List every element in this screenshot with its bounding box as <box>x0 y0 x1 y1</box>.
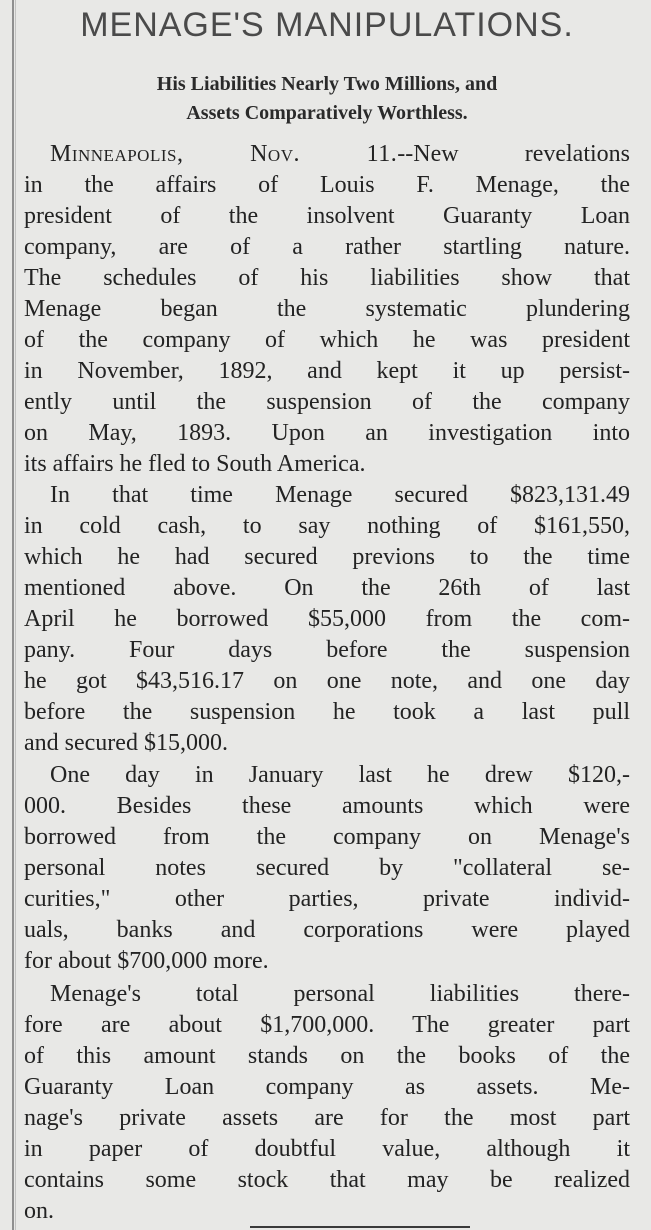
paragraph-line: nage's private assets are for the most part <box>24 1105 630 1131</box>
paragraph-line: pany. Four days before the suspension <box>24 637 630 663</box>
headline: MENAGE'S MANIPULATIONS. <box>80 6 574 44</box>
paragraph-line: company, are of a rather startling nature. <box>24 234 630 260</box>
paragraph-line: One day in January last he drew $120,- <box>50 762 630 788</box>
subheadline-line: Assets Comparatively Worthless. <box>186 102 468 124</box>
paragraph-line: he got $43,516.17 on one note, and one day <box>24 668 630 694</box>
paragraph-line: on May, 1893. Upon an investigation into <box>24 420 630 446</box>
paragraph-line: in November, 1892, and kept it up persist- <box>24 358 630 384</box>
paragraph-line: Guaranty Loan company as assets. Me- <box>24 1074 630 1100</box>
paragraph-line: curities," other parties, private individ- <box>24 886 630 912</box>
paragraph-line: president of the insolvent Guaranty Loan <box>24 203 630 229</box>
column-rule <box>12 0 14 1230</box>
paragraph-line-text: --New revelations <box>397 141 630 167</box>
paragraph-line: In that time Menage secured $823,131.49 <box>50 482 630 508</box>
paragraph-line: in cold cash, to say nothing of $161,550, <box>24 513 630 539</box>
paragraph-line: Menage began the systematic plundering <box>24 296 630 322</box>
paragraph-line: on. <box>24 1198 54 1224</box>
column-rule-shadow <box>15 0 16 1230</box>
paragraph-line: which he had secured previons to the time <box>24 544 630 570</box>
paragraph-line: in the affairs of Louis F. Menage, the <box>24 172 630 198</box>
paragraph-line: uals, banks and corporations were played <box>24 917 630 943</box>
paragraph-line: 000. Besides these amounts which were <box>24 793 630 819</box>
paragraph-line: and secured $15,000. <box>24 730 228 756</box>
paragraph-line: The schedules of his liabilities show that <box>24 265 630 291</box>
paragraph-line: before the suspension he took a last pull <box>24 699 630 725</box>
paragraph-line: its affairs he fled to South America. <box>24 451 366 477</box>
paragraph-line: Menage's total personal liabilities there- <box>50 981 630 1007</box>
paragraph-line: contains some stock that may be realized <box>24 1167 630 1193</box>
paragraph-4 <box>24 979 630 1227</box>
paragraph-3 <box>24 760 630 977</box>
paragraph-line: ently until the suspension of the company <box>24 389 630 415</box>
paragraph-2 <box>24 480 630 759</box>
paragraph-line: for about $700,000 more. <box>24 948 269 974</box>
paragraph-line: of the company of which he was president <box>24 327 630 353</box>
paragraph-line: mentioned above. On the 26th of last <box>24 575 630 601</box>
paragraph-line: April he borrowed $55,000 from the com- <box>24 606 630 632</box>
paragraph-line: of this amount stands on the books of the <box>24 1043 630 1069</box>
paragraph-1 <box>24 139 630 480</box>
paragraph-line: personal notes secured by "collateral se- <box>24 855 630 881</box>
paragraph-line: borrowed from the company on Menage's <box>24 824 630 850</box>
end-rule <box>250 1226 470 1228</box>
subheadline <box>24 70 630 128</box>
paragraph-line <box>24 139 630 170</box>
dateline: Minneapolis, Nov. 11. <box>50 141 398 167</box>
subheadline-line: His Liabilities Nearly Two Millions, and <box>156 73 498 95</box>
paragraph-line: fore are about $1,700,000. The greater part <box>24 1012 630 1038</box>
paragraph-line: in paper of doubtful value, although it <box>24 1136 630 1162</box>
